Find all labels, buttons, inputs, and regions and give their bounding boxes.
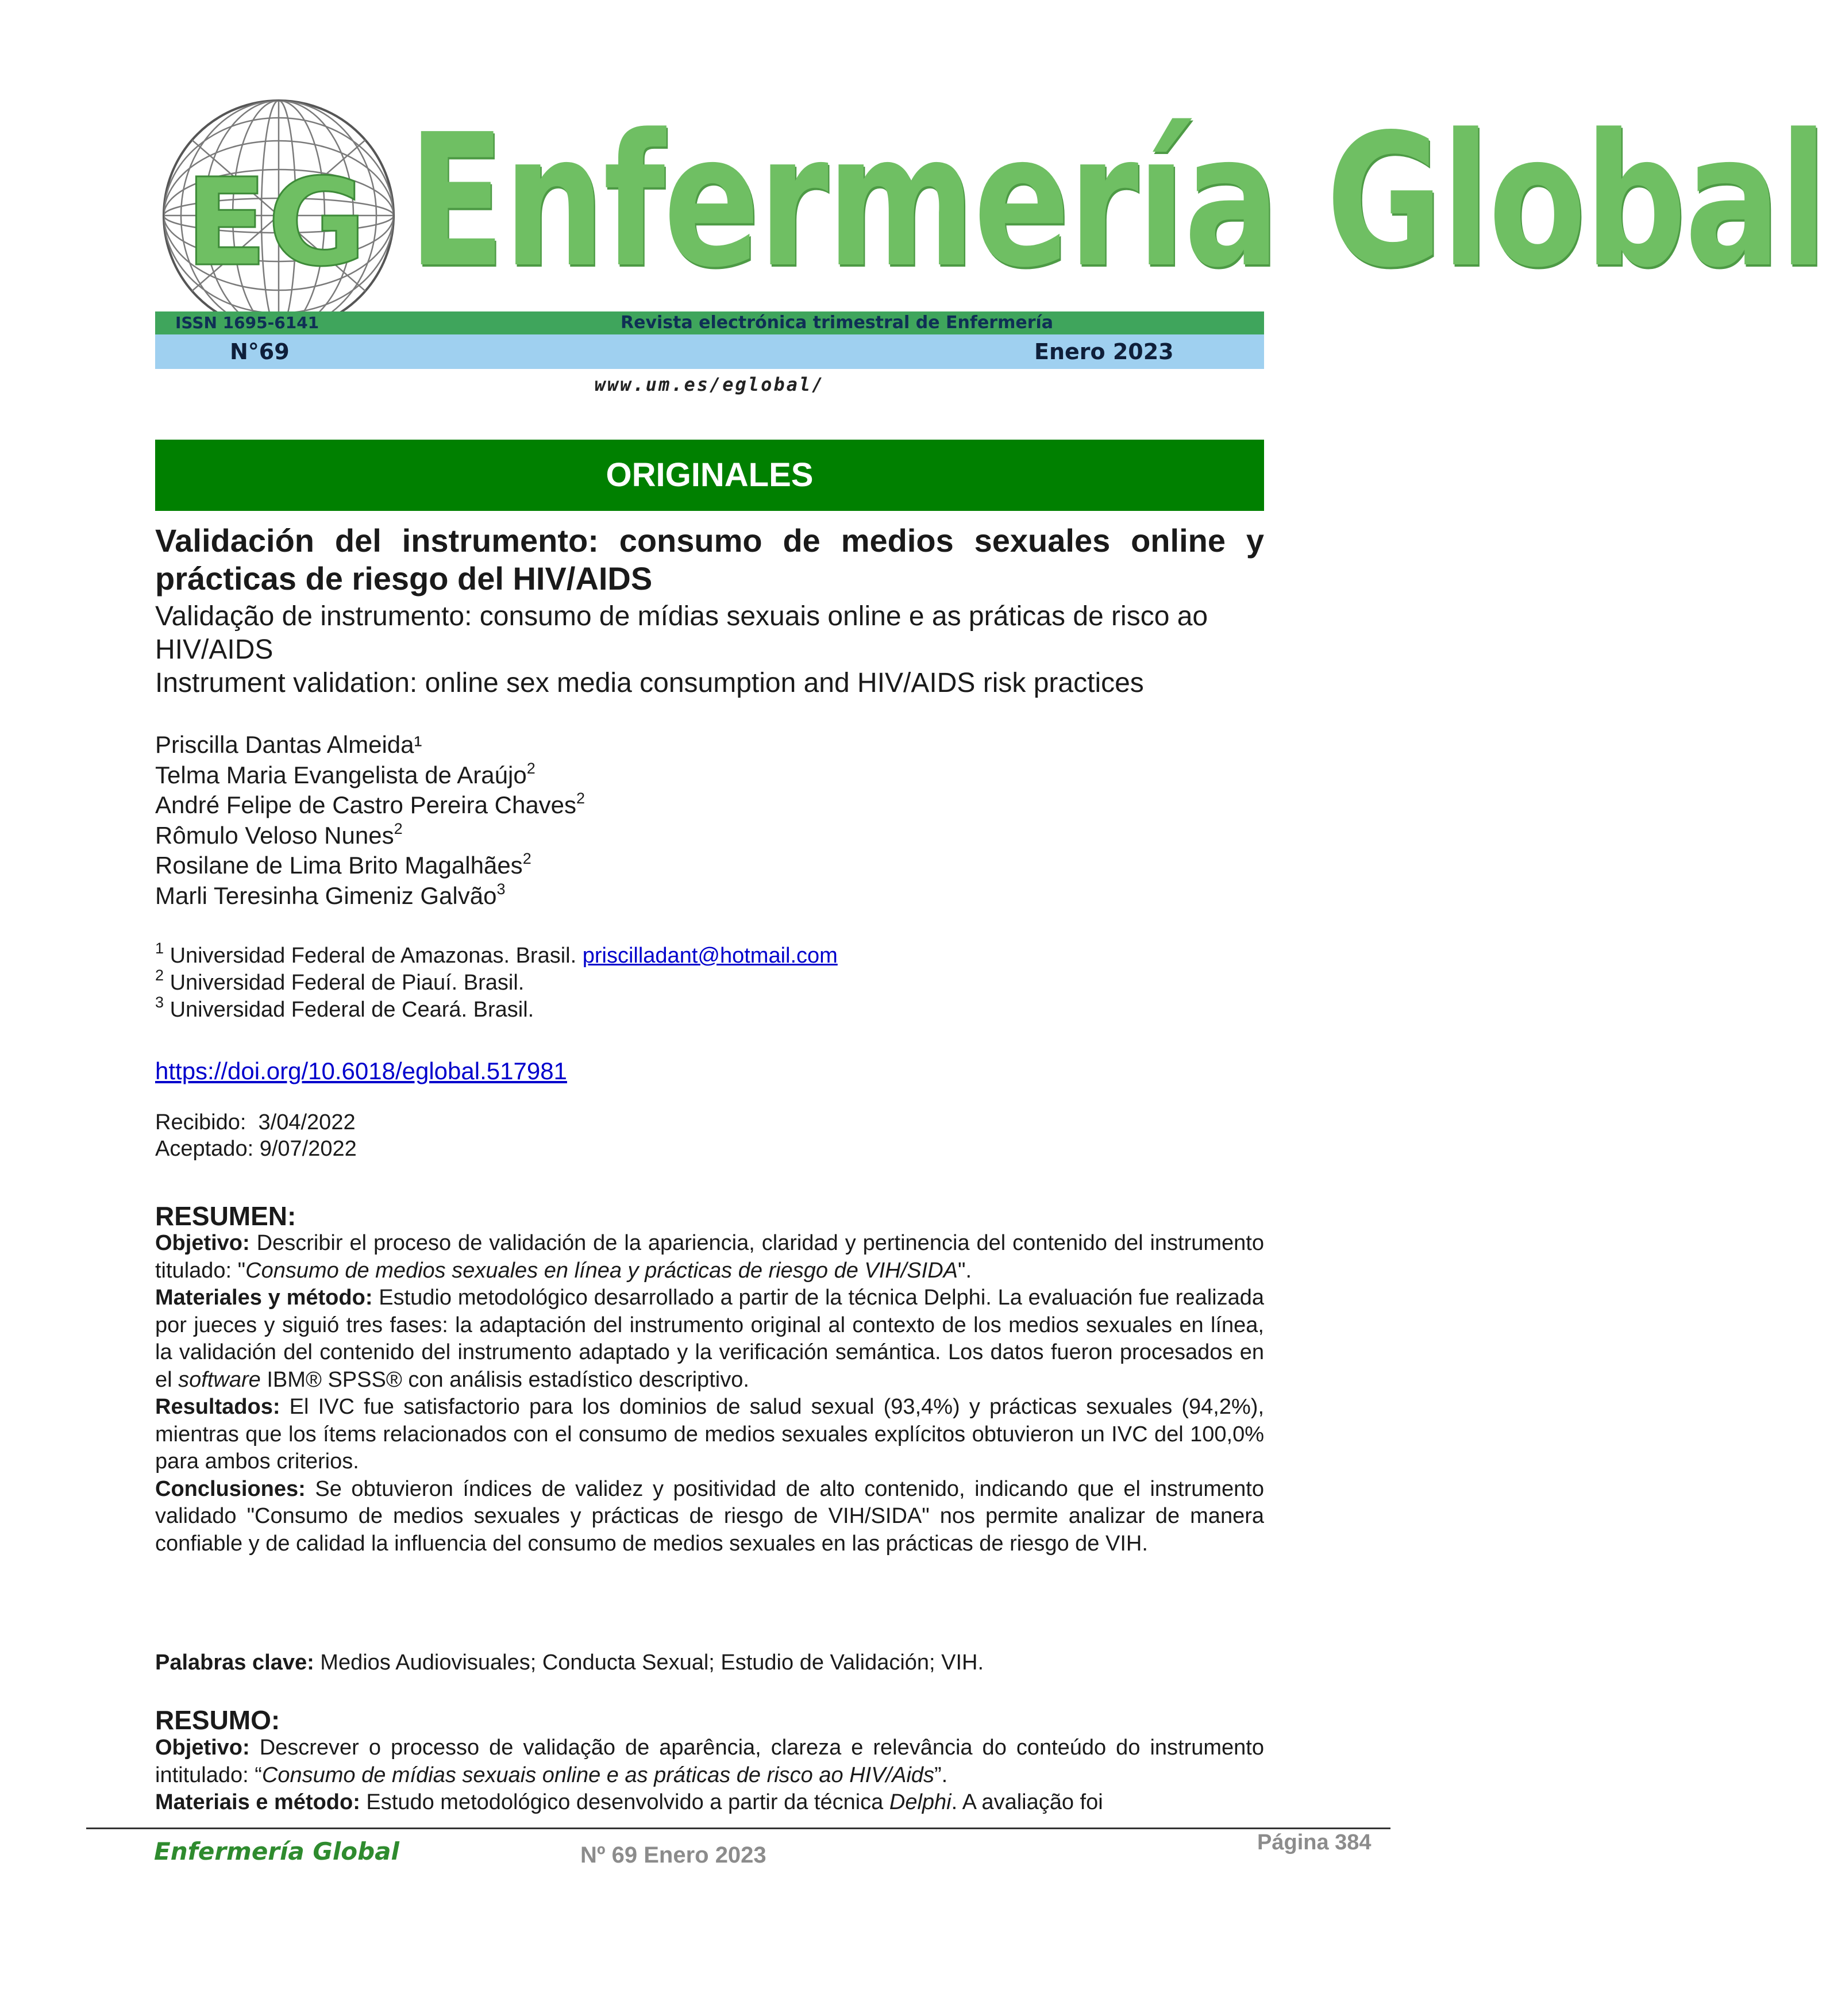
resumo-metodo: Materiais e método: Estudo metodológico desenvolvido a partir da técnica Delphi. A avaliação foi xyxy=(155,1790,1103,1814)
author-name: Rosilane de Lima Brito Magalhães$^2$ xyxy=(155,850,531,879)
resumen-body xyxy=(155,1230,1264,1557)
received-date: Recibido: 3/04/2022 xyxy=(155,1110,356,1134)
affiliation-list xyxy=(155,942,1264,1024)
author-name: Telma Maria Evangelista de Araújo$^2$ xyxy=(155,759,536,788)
resumen-objetivo: Objetivo: Describir el proceso de validación de la apariencia, claridad y pertinencia del contenido del instrumento titulado: "Consumo de medios sexuales en línea y prácticas de riesgo de VIH/SIDA". xyxy=(155,1231,1264,1283)
article-title-portuguese: Validação de instrumento: consumo de mídias sexuais online e as práticas de risco ao HIV/AIDS xyxy=(155,601,1208,665)
author-name: Marli Teresinha Gimeniz Galvão$^3$ xyxy=(155,880,506,909)
author-name: Rômulo Veloso Nunes$^2$ xyxy=(155,820,403,849)
affiliation-item: $^1$ Universidad Federal de Amazonas. Brasil. priscilladant@hotmail.com xyxy=(155,940,838,968)
author-mark: 2 xyxy=(526,759,536,777)
issue-date: Enero 2023 xyxy=(1034,339,1174,364)
logo-letters: EG xyxy=(185,152,367,293)
author-name: André Felipe de Castro Pereira Chaves$^2$ xyxy=(155,790,585,818)
affiliation-item: $^2$ Universidad Federal de Piauí. Brasil. xyxy=(155,967,525,995)
resumen-metodo: Materiales y método: Estudio metodológico desarrollado a partir de la técnica Delphi. La evaluación fue realizada por jueces y siguió tres fases: la adaptación del instrumento original al contexto de los medios sexuales en línea, la validación del contenido del instrumento adaptado y la verificación semántica. Los datos fueron procesados en el software IBM® SPSS® con análisis estadístico descriptivo. xyxy=(155,1286,1265,1392)
submission-dates xyxy=(155,1109,357,1162)
footer-divider xyxy=(86,1828,1390,1829)
section-label-originales: ORIGINALES xyxy=(155,440,1264,511)
journal-website[interactable]: www.um.es/eglobal/ xyxy=(594,374,825,395)
footer-issue: Nº 69 Enero 2023 xyxy=(580,1842,766,1868)
journal-name-title: Enfermería Global xyxy=(408,95,1826,307)
author-list xyxy=(155,730,1264,911)
affiliation-item: $^3$ Universidad Federal de Ceará. Brasil. xyxy=(155,994,534,1022)
issn-label: ISSN 1695-6141 xyxy=(175,313,319,332)
resumo-heading: RESUMO: xyxy=(155,1705,280,1735)
author-mark: 2 xyxy=(576,790,585,807)
resumen-conclusiones: Conclusiones: Se obtuvieron índices de validez y positividad de alto contenido, indicando que el instrumento validado "Consumo de medios sexuales y prácticas de riesgo de VIH/SIDA" nos permite analizar de manera confiable y de calidad la influencia del consumo de medios sexuales en las prácticas de riesgo de VIH. xyxy=(155,1476,1264,1556)
doi-block xyxy=(155,1056,567,1086)
author-name: Priscilla Dantas Almeida¹ xyxy=(155,731,422,758)
author-mark: ¹ xyxy=(414,731,422,758)
accepted-date: Aceptado: 9/07/2022 xyxy=(155,1137,357,1161)
author-mark: 2 xyxy=(522,850,531,867)
page-number: Página 384 xyxy=(1257,1830,1372,1855)
resumo-objetivo: Objetivo: Descrever o processo de validação de aparência, clareza e relevância do conteúdo do instrumento intitulado: “Consumo de mídias sexuais online e as práticas de risco ao HIV/Aids”. xyxy=(155,1736,1264,1787)
author-mark: 2 xyxy=(394,820,403,837)
issue-number: N°69 xyxy=(230,339,290,364)
author-email-link[interactable]: priscilladant@hotmail.com xyxy=(582,944,838,968)
resumen-resultados: Resultados: El IVC fue satisfactorio para los dominios de salud sexual (93,4%) y prácticas sexuales (94,2%), mientras que los ítems relacionados con el consumo de medios sexuales explícitos obtuvieron un IVC del 100,0% para ambos criterios. xyxy=(155,1395,1264,1473)
footer-journal-logo: Enfermería Global xyxy=(154,1837,399,1865)
journal-subtitle: Revista electrónica trimestral de Enfermería xyxy=(621,313,1054,333)
journal-masthead xyxy=(155,86,1826,408)
author-mark: 3 xyxy=(496,880,506,898)
resumen-heading: RESUMEN: xyxy=(155,1201,296,1231)
palabras-clave: Palabras clave: Medios Audiovisuales; Conducta Sexual; Estudio de Validación; VIH. xyxy=(155,1650,984,1675)
article-title-english: Instrument validation: online sex media consumption and HIV/AIDS risk practices xyxy=(155,668,1144,698)
globe-logo-icon xyxy=(155,92,402,339)
article-title-spanish: Validación del instrumento: consumo de medios sexuales online y prácticas de riesgo del HIV/AIDS xyxy=(155,522,1264,597)
doi-link[interactable]: https://doi.org/10.6018/eglobal.517981 xyxy=(155,1057,567,1084)
resumo-body xyxy=(155,1734,1264,1818)
